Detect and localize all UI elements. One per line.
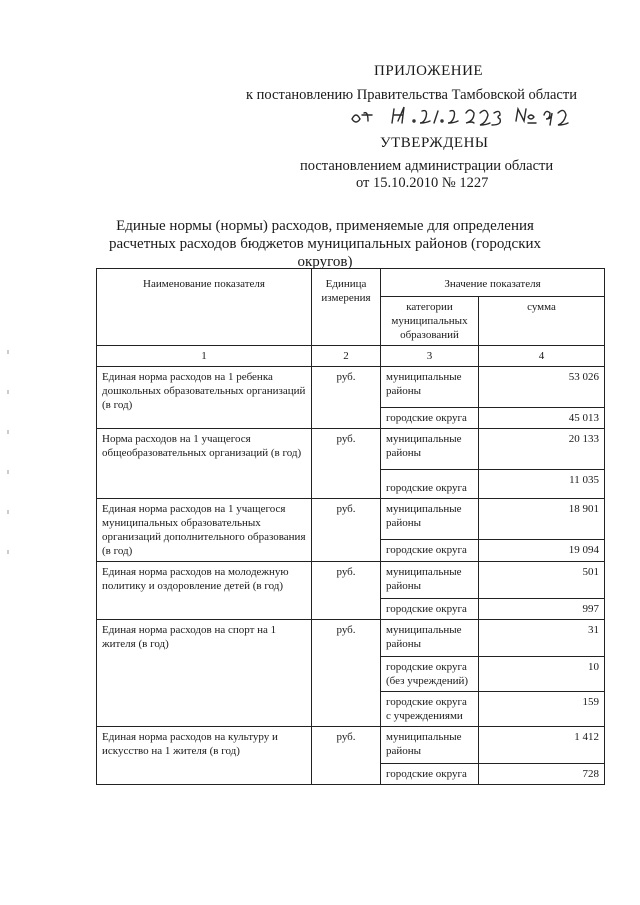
column-number: 1 <box>97 346 312 367</box>
category-cell: муниципальные районы <box>381 620 479 657</box>
sum-cell: 501 <box>479 562 605 599</box>
appendix-reference: к постановлению Правительства Тамбовской области <box>246 87 577 103</box>
table-row <box>97 620 605 657</box>
category-cell: муниципальные районы <box>381 727 479 764</box>
category-cell: муниципальные районы <box>381 499 479 540</box>
sum-cell: 31 <box>479 620 605 657</box>
sum-cell: 159 <box>479 692 605 727</box>
table-row <box>97 727 605 764</box>
sum-cell: 19 094 <box>479 540 605 562</box>
margin-scan-marks <box>6 350 10 650</box>
unit-cell: руб. <box>312 727 381 785</box>
sum-cell: 1 412 <box>479 727 605 764</box>
approval-authority: постановлением администрации области <box>300 158 554 174</box>
category-cell: городские округа <box>381 408 479 429</box>
handwritten-date-number <box>348 101 608 129</box>
sum-cell: 20 133 <box>479 429 605 470</box>
category-cell: муниципальные районы <box>381 562 479 599</box>
category-cell: городские округа <box>381 764 479 785</box>
header-sum: сумма <box>479 297 605 346</box>
header-category: категории муниципальных образований <box>381 297 479 346</box>
category-cell: городские округа <box>381 599 479 620</box>
norms-table <box>96 268 605 785</box>
unit-cell: руб. <box>312 429 381 499</box>
unit-cell: руб. <box>312 367 381 429</box>
category-cell: городские округа (без учреждений) <box>381 657 479 692</box>
indicator-name: Единая норма расходов на 1 ребенка дошкольных образовательных организаций (в год) <box>97 367 312 429</box>
sum-cell: 45 013 <box>479 408 605 429</box>
appendix-title: ПРИЛОЖЕНИЕ <box>374 63 484 79</box>
header-value: Значение показателя <box>381 269 605 297</box>
sum-cell: 10 <box>479 657 605 692</box>
unit-cell: руб. <box>312 620 381 727</box>
sum-cell: 11 035 <box>479 470 605 499</box>
indicator-name: Норма расходов на 1 учащегося общеобразовательных организаций (в год) <box>97 429 312 499</box>
sum-cell: 18 901 <box>479 499 605 540</box>
header-name: Наименование показателя <box>97 269 312 346</box>
column-number: 4 <box>479 346 605 367</box>
sum-cell: 997 <box>479 599 605 620</box>
category-cell: городские округа <box>381 470 479 499</box>
indicator-name: Единая норма расходов на культуру и искусство на 1 жителя (в год) <box>97 727 312 785</box>
table-row <box>97 562 605 599</box>
approval-date-number: от 15.10.2010 № 1227 <box>356 175 489 191</box>
table-row <box>97 429 605 470</box>
category-cell: городские округа <box>381 540 479 562</box>
unit-cell: руб. <box>312 562 381 620</box>
header-unit: Единица измерения <box>312 269 381 346</box>
indicator-name: Единая норма расходов на спорт на 1 жителя (в год) <box>97 620 312 727</box>
category-cell: городские округа с учреждениями <box>381 692 479 727</box>
category-cell: муниципальные районы <box>381 367 479 408</box>
table-row <box>97 499 605 540</box>
indicator-name: Единая норма расходов на молодежную политику и оздоровление детей (в год) <box>97 562 312 620</box>
table-row <box>97 367 605 408</box>
unit-cell: руб. <box>312 499 381 562</box>
indicator-name: Единая норма расходов на 1 учащегося муниципальных образовательных организаций дополнительного образования (в год) <box>97 499 312 562</box>
column-number: 2 <box>312 346 381 367</box>
sum-cell: 53 026 <box>479 367 605 408</box>
approval-title: УТВЕРЖДЕНЫ <box>380 135 489 151</box>
sum-cell: 728 <box>479 764 605 785</box>
document-title: Единые нормы (нормы) расходов, применяемые для определения расчетных расходов бюджетов муниципальных районов (городских округов) <box>108 218 542 270</box>
column-number: 3 <box>381 346 479 367</box>
category-cell: муниципальные районы <box>381 429 479 470</box>
